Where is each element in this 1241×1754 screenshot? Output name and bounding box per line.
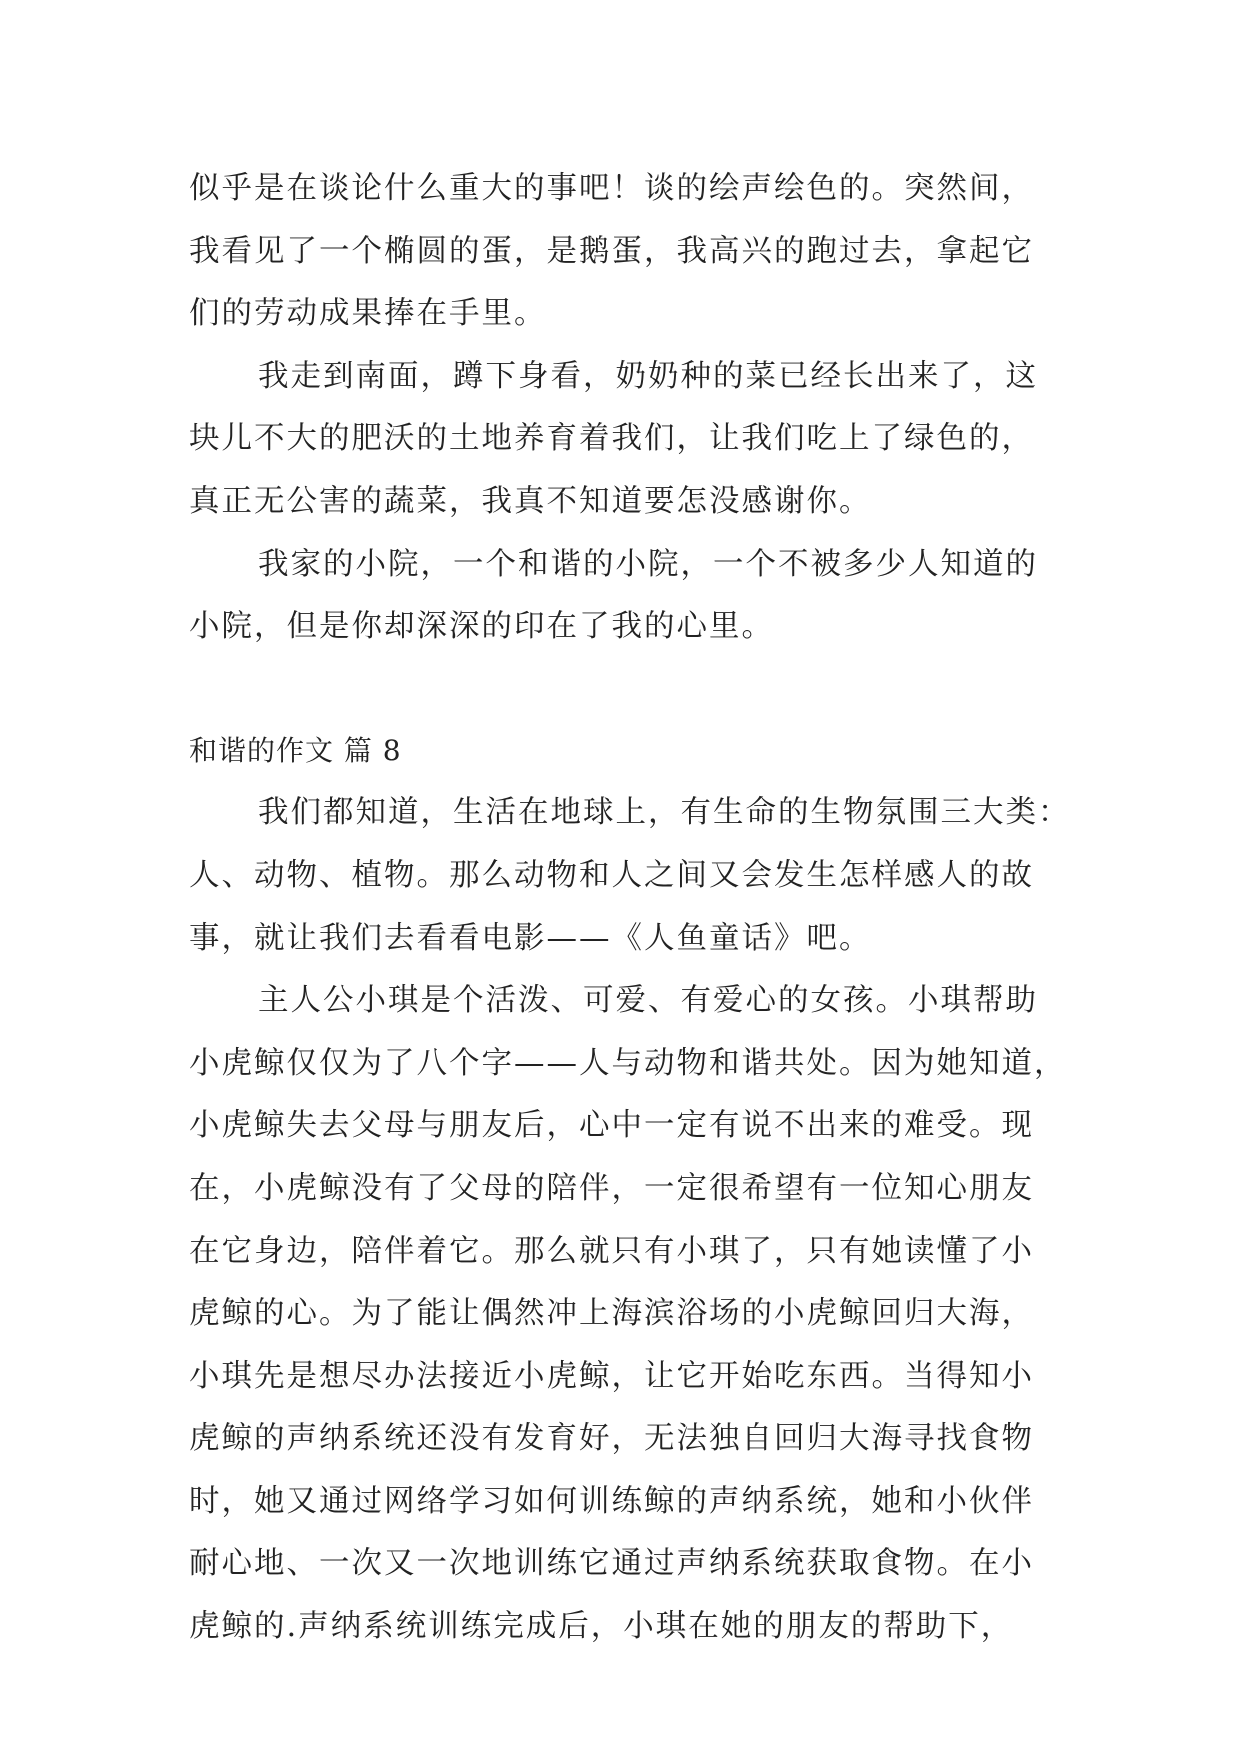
paragraph-line: 我走到南面，蹲下身看，奶奶种的菜已经长出来了，这	[258, 358, 1038, 394]
paragraph-line: 块儿不大的肥沃的土地养育着我们，让我们吃上了绿色的，	[189, 421, 1034, 457]
paragraph-line: 真正无公害的蔬菜，我真不知道要怎没感谢你。	[189, 483, 872, 519]
paragraph-line: 耐心地、一次又一次地训练它通过声纳系统获取食物。在小	[189, 1546, 1034, 1582]
paragraph-5	[189, 970, 1067, 1659]
paragraph-line: 虎鲸的声纳系统还没有发育好，无法独自回归大海寻找食物	[189, 1421, 1034, 1457]
paragraph-line: 我们都知道，生活在地球上，有生命的生物氛围三大类：	[258, 795, 1071, 831]
paragraph-line: 人、动物、植物。那么动物和人之间又会发生怎样感人的故	[189, 857, 1034, 893]
paragraph-line: 时，她又通过网络学习如何训练鲸的声纳系统，她和小伙伴	[189, 1483, 1034, 1519]
paragraph-line: 我看见了一个椭圆的蛋，是鹅蛋，我高兴的跑过去，拿起它	[189, 233, 1034, 269]
paragraph-line: 小院，但是你却深深的印在了我的心里。	[189, 609, 774, 645]
paragraph-line: 事，就让我们去看看电影——《人鱼童话》吧。	[189, 920, 872, 956]
paragraph-line: 主人公小琪是个活泼、可爱、有爱心的女孩。小琪帮助	[258, 983, 1038, 1019]
paragraph-line: 在，小虎鲸没有了父母的陪伴，一定很希望有一位知心朋友	[189, 1170, 1034, 1206]
paragraph-1	[189, 158, 1059, 346]
paragraph-3	[189, 534, 1059, 659]
document-page	[189, 158, 1071, 1659]
section-heading: 和谐的作文 篇 8	[189, 733, 402, 767]
paragraph-line: 我家的小院，一个和谐的小院，一个不被多少人知道的	[258, 546, 1038, 582]
paragraph-line: 似乎是在谈论什么重大的事吧！谈的绘声绘色的。突然间，	[189, 171, 1034, 206]
section-spacer	[189, 659, 1059, 720]
paragraph-line: 小琪先是想尽办法接近小虎鲸，让它开始吃东西。当得知小	[189, 1358, 1034, 1394]
paragraph-line: 虎鲸的心。为了能让偶然冲上海滨浴场的小虎鲸回归大海，	[189, 1296, 1034, 1332]
paragraph-4	[189, 782, 1071, 970]
paragraph-line: 小虎鲸失去父母与朋友后，心中一定有说不出来的难受。现	[189, 1108, 1034, 1144]
paragraph-line: 在它身边，陪伴着它。那么就只有小琪了，只有她读懂了小	[189, 1233, 1034, 1269]
paragraph-2	[189, 346, 1059, 534]
paragraph-line: 小虎鲸仅仅为了八个字——人与动物和谐共处。因为她知道，	[189, 1045, 1067, 1081]
paragraph-line: 虎鲸的.声纳系统训练完成后，小琪在她的朋友的帮助下，	[189, 1609, 1014, 1645]
paragraph-line: 们的劳动成果捧在手里。	[189, 296, 547, 332]
